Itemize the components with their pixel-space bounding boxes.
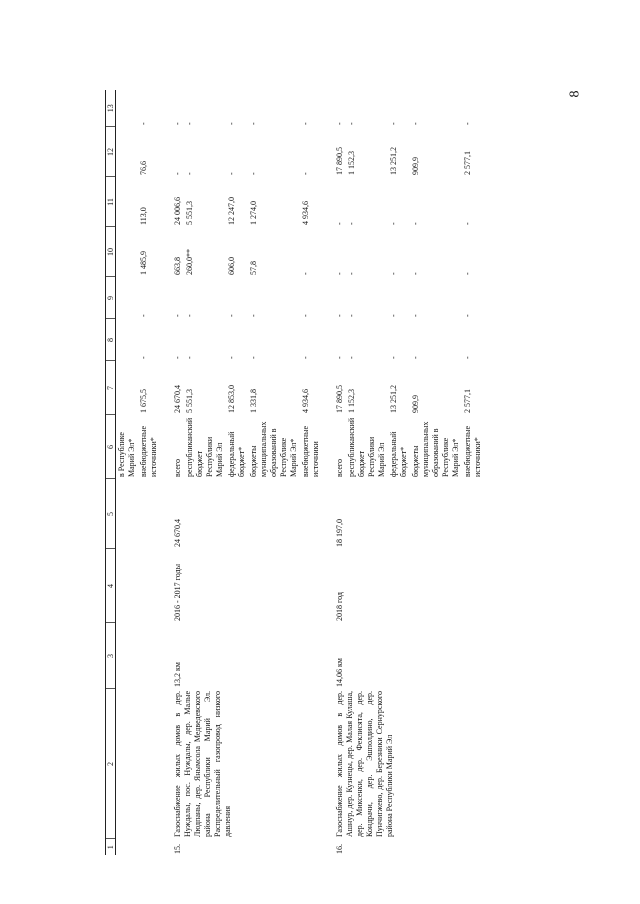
col-header: 7 [106, 361, 116, 415]
value-cell: - [411, 272, 420, 275]
rotated-document [105, 90, 528, 855]
value-cell: - [139, 122, 148, 125]
col-header: 13 [106, 90, 116, 127]
table-row [334, 90, 346, 855]
value-cell: - [463, 356, 472, 359]
value-cell: - [335, 222, 344, 225]
source-cell: федеральный бюджет* [389, 431, 408, 477]
source-cell: всего [335, 458, 344, 477]
value-cell: - [249, 172, 258, 175]
value-cell: - [249, 314, 258, 317]
value-cell: - [463, 222, 472, 225]
column-number-row [106, 90, 116, 855]
object-length: 13,2 км [173, 662, 182, 687]
value-cell: 260,0** [185, 249, 194, 275]
table-row [138, 90, 160, 855]
source-cell: республиканский бюджет Республики Марий Эл [347, 417, 386, 477]
value-cell: 1 485,9 [139, 251, 148, 275]
col-header: 9 [106, 277, 116, 319]
value-cell: - [389, 122, 398, 125]
col-header: 6 [106, 415, 116, 479]
value-cell: - [463, 314, 472, 317]
value-cell: - [347, 222, 356, 225]
value-cell: - [227, 314, 236, 317]
value-cell: - [411, 222, 420, 225]
col-header: 2 [106, 689, 116, 839]
source-cell: всего [173, 458, 182, 477]
value-cell: - [347, 314, 356, 317]
source-cell: республиканский бюджет Республики Марий Эл [185, 417, 224, 477]
object-name: Газоснабжение жилых домов в дер. Нуждалы, пос. Нуждалы, дер. Малые Людпаны, дер. Янымсола Медведевского района Республики Марий Эл. Распределительный газопровод низкого давления [173, 691, 232, 837]
source-cell: внебюджетные источники* [139, 426, 158, 477]
value-cell: - [411, 122, 420, 125]
value-cell: - [463, 122, 472, 125]
value-cell: - [249, 356, 258, 359]
value-cell: - [389, 272, 398, 275]
object-period: 2016 - 2017 годы [173, 564, 182, 621]
source-cell: в Республике Марий Эл* [117, 432, 136, 477]
col-header: 8 [106, 319, 116, 361]
value-cell: - [301, 122, 310, 125]
value-cell: 2 577,1 [463, 151, 472, 175]
value-cell: 12 853,0 [227, 385, 236, 413]
source-cell: бюджеты муниципальных образований в Республике Марий Эл* [249, 421, 298, 477]
value-cell: - [347, 272, 356, 275]
value-cell: 12 247,0 [227, 197, 236, 225]
value-cell: - [173, 356, 182, 359]
value-cell: 24 670,4 [173, 385, 182, 413]
object-estimate: 24 670,4 [173, 519, 182, 547]
object-number: 15. [173, 844, 182, 854]
col-header: 10 [106, 227, 116, 277]
col-header: 3 [106, 623, 116, 689]
col-header: 12 [106, 127, 116, 177]
table-row [116, 90, 139, 855]
value-cell: - [301, 172, 310, 175]
value-cell: - [463, 272, 472, 275]
value-cell: - [335, 314, 344, 317]
col-header: 5 [106, 479, 116, 549]
source-cell: бюджеты муниципальных образований в Республике Марий Эл* [411, 421, 460, 477]
value-cell: - [227, 172, 236, 175]
table-row [172, 90, 184, 855]
value-cell: - [173, 314, 182, 317]
value-cell: - [173, 122, 182, 125]
value-cell: 1 675,5 [139, 389, 148, 413]
value-cell: - [347, 122, 356, 125]
value-cell: - [389, 314, 398, 317]
value-cell: - [389, 356, 398, 359]
value-cell: 113,0 [139, 207, 148, 225]
value-cell: - [139, 356, 148, 359]
value-cell: - [185, 122, 194, 125]
value-cell: 1 152,3 [347, 389, 356, 413]
value-cell: - [301, 272, 310, 275]
value-cell: - [335, 122, 344, 125]
value-cell: 5 551,3 [185, 389, 194, 413]
value-cell: 909,9 [411, 395, 420, 413]
object-length: 14,06 км [335, 658, 344, 687]
value-cell: 4 934,6 [301, 389, 310, 413]
value-cell: - [249, 122, 258, 125]
value-cell: - [173, 172, 182, 175]
value-cell: - [411, 356, 420, 359]
value-cell: 76,6 [139, 161, 148, 175]
source-cell: федеральный бюджет* [227, 431, 246, 477]
value-cell: - [227, 356, 236, 359]
object-period: 2018 год [335, 592, 344, 621]
col-header: 11 [106, 177, 116, 227]
value-cell: - [335, 272, 344, 275]
value-cell: 663,8 [173, 257, 182, 275]
source-cell: внебюджетные источники [301, 426, 320, 477]
value-cell: - [301, 356, 310, 359]
value-cell: - [227, 122, 236, 125]
value-cell: - [335, 356, 344, 359]
value-cell: 2 577,1 [463, 389, 472, 413]
col-header: 4 [106, 549, 116, 623]
value-cell: 57,8 [249, 261, 258, 275]
value-cell: 13 251,2 [389, 385, 398, 413]
value-cell: - [139, 314, 148, 317]
value-cell: - [185, 172, 194, 175]
value-cell: 17 890,5 [335, 385, 344, 413]
page-number: 8 [567, 90, 583, 98]
object-name: Газоснабжение жилых домов в дер. Ашнур, дер. Кузнецы, дер. Малая Кулаша, дер. Миксенки, дер. Феклисята, дер. Кондрачи, дер. Эшполдино, дер. Пунчигжево, дер. Березники Сернурского района Республики Марий Эл [335, 691, 394, 837]
value-cell: 1 152,3 [347, 151, 356, 175]
value-cell: - [389, 222, 398, 225]
value-cell: 909,9 [411, 157, 420, 175]
value-cell: 606,0 [227, 257, 236, 275]
source-cell: внебюджетные источники* [463, 426, 482, 477]
value-cell: 17 890,5 [335, 147, 344, 175]
object-estimate: 18 197,0 [335, 519, 344, 547]
value-cell: - [301, 314, 310, 317]
investment-table [105, 90, 484, 855]
value-cell: - [185, 356, 194, 359]
value-cell: - [185, 314, 194, 317]
value-cell: 4 934,6 [301, 201, 310, 225]
value-cell: 24 006,6 [173, 197, 182, 225]
value-cell: 13 251,2 [389, 147, 398, 175]
value-cell: 5 551,3 [185, 201, 194, 225]
object-number: 16. [335, 844, 344, 854]
value-cell: - [347, 356, 356, 359]
col-header: 1 [106, 839, 116, 855]
value-cell: 1 274,0 [249, 201, 258, 225]
value-cell: 1 331,8 [249, 389, 258, 413]
value-cell: - [411, 314, 420, 317]
